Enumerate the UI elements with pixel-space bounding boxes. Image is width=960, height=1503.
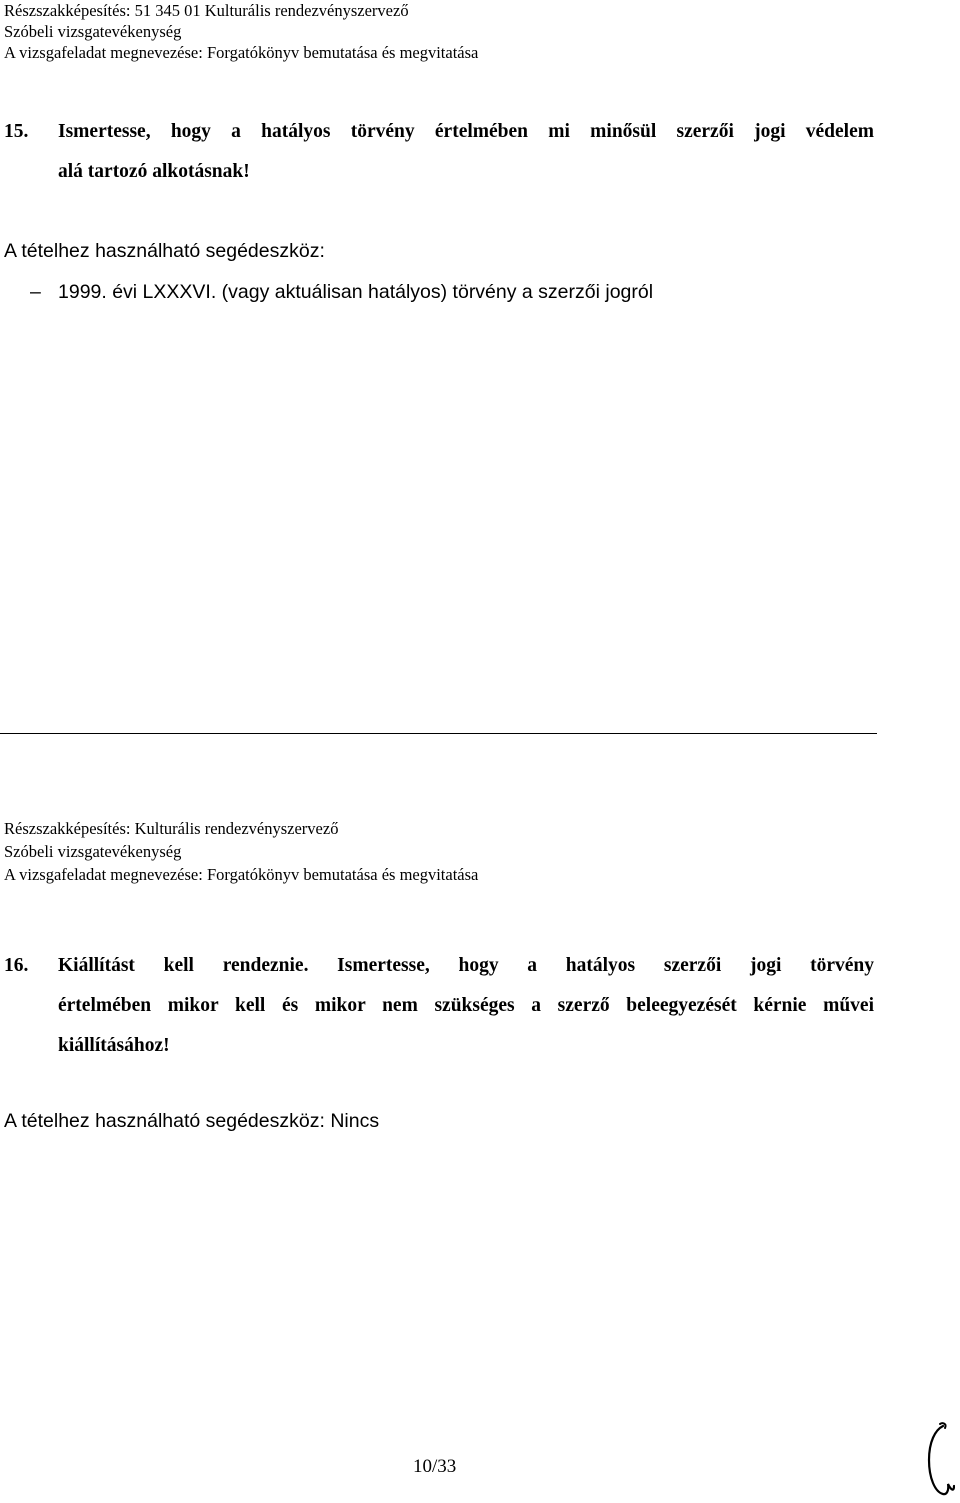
question-16-text: Kiállítást kell rendeznie. Ismertesse, hogy a hatályos szerzői jogi törvény	[58, 955, 874, 976]
header-task-name: A vizsgafeladat megnevezése: Forgatókönyv bemutatása és megvitatása	[4, 43, 479, 62]
question-15	[4, 112, 874, 192]
question-15-aid-text: 1999. évi LXXXVI. (vagy aktuálisan hatályos) törvény a szerzői jogról	[58, 281, 654, 303]
question-16-line2: értelmében mikor kell és mikor nem szükséges a szerző beleegyezését kérnie művei	[58, 995, 874, 1016]
question-15-text: Ismertesse, hogy a hatályos törvény értelmében mi minősül szerzői jogi védelem	[58, 121, 874, 142]
page-number: 10/33	[413, 1456, 457, 1477]
question-16	[4, 946, 874, 1066]
question-15-line2: alá tartozó alkotásnak!	[58, 161, 250, 182]
header-qualification: Részszakképesítés: 51 345 01 Kulturális rendezvényszervező	[4, 1, 409, 20]
question-15-number: 15.	[4, 121, 29, 142]
question-16-aid-value: Nincs	[330, 1110, 380, 1132]
signature-mark	[921, 1420, 955, 1500]
header-activity: Szóbeli vizsgatevékenység	[4, 22, 182, 41]
section-header-activity: Szóbeli vizsgatevékenység	[4, 842, 182, 861]
section-divider	[0, 733, 877, 734]
question-16-aid	[4, 1110, 379, 1133]
question-16-line3: kiállításához!	[58, 1035, 170, 1056]
section-header-qualification: Részszakképesítés: Kulturális rendezvényszervező	[4, 819, 339, 838]
question-16-aid-label: A tételhez használható segédeszköz:	[4, 1110, 325, 1132]
question-16-number: 16.	[4, 955, 29, 976]
dash-bullet: –	[30, 281, 41, 303]
question-15-aid-label: A tételhez használható segédeszköz:	[4, 240, 325, 262]
question-16-line1	[4, 946, 874, 986]
question-15-line1	[4, 112, 874, 152]
question-15-aid-item	[30, 281, 653, 304]
section-header-task-name: A vizsgafeladat megnevezése: Forgatókönyv bemutatása és megvitatása	[4, 865, 479, 884]
